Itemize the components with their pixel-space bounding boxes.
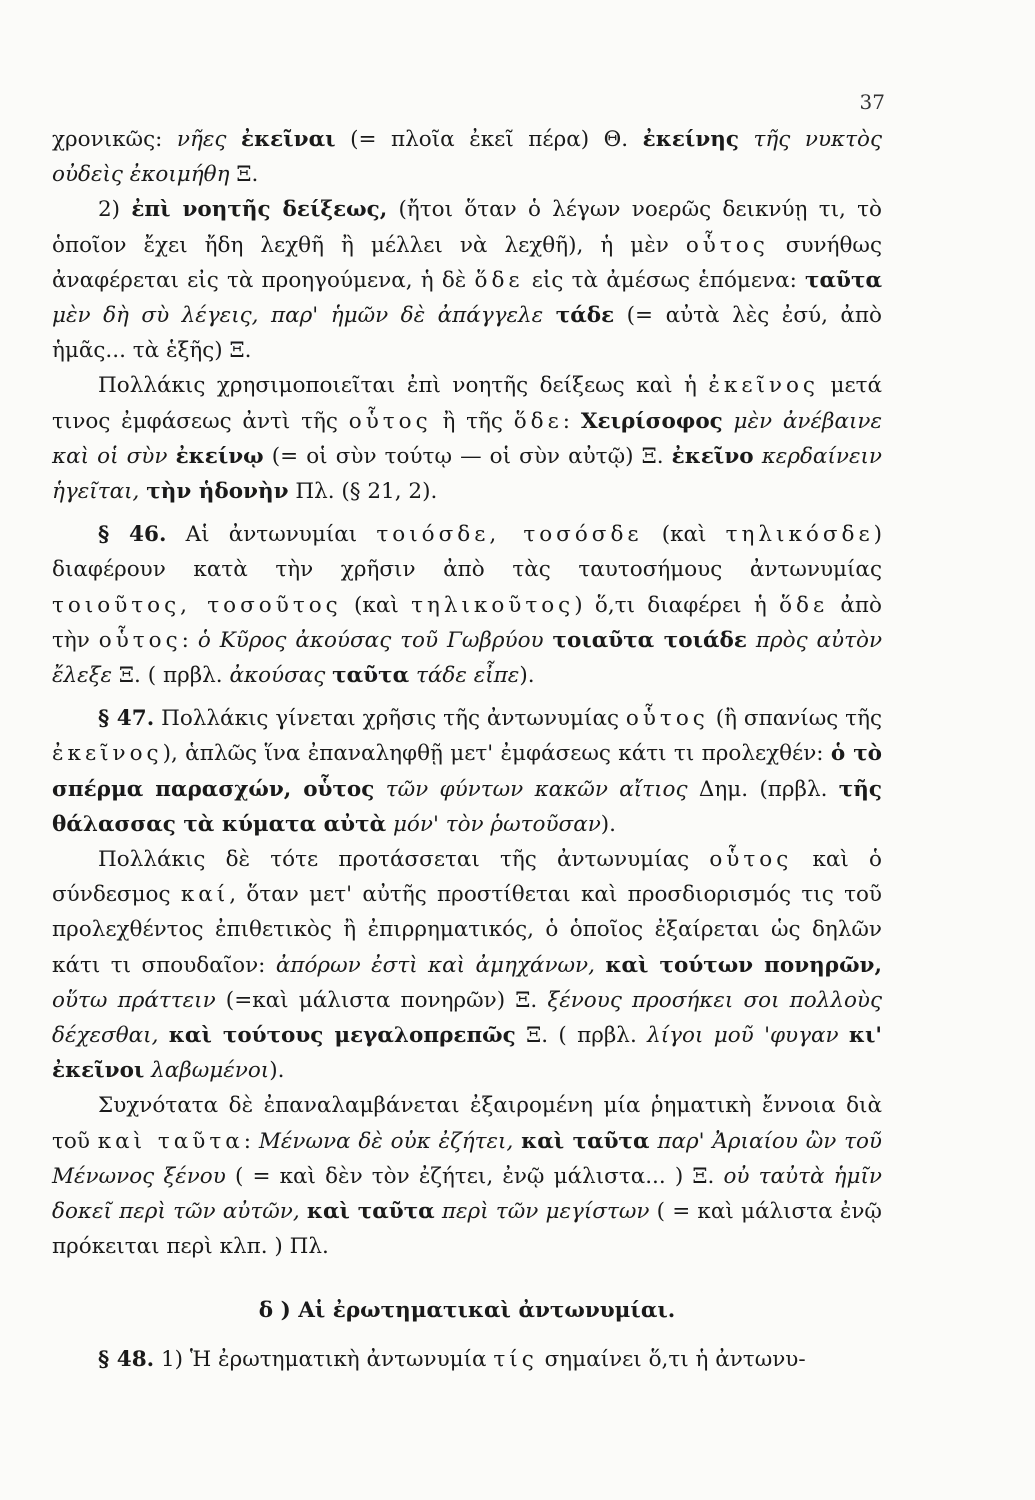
text-run: Πλ. (§ 21, 2). [288,479,438,505]
bold-example: καὶ τούτων πονηρῶν, [605,952,882,978]
text-run: ) ὅ,τι διαφέρει ἡ [574,592,780,618]
text-run: Ξ. [229,162,259,188]
paragraph [52,192,882,368]
text-run: : [181,627,198,653]
bold-example: ταῦτα [332,663,410,689]
spaced-term: οὗτος [625,706,709,732]
text-run: (= αὐτὰ λὲς ἐσύ, ἀπὸ ἡμᾶς... τὰ ἑξῆς) Ξ. [52,303,882,364]
italic-quote: κερδαίνειν ἡγεῖται, [52,443,882,505]
italic-quote: Μένωνα δὲ οὐκ ἐζήτει, [258,1128,514,1154]
spaced-term: τοιοῦτος, τοσοῦτος [52,592,342,618]
spaced-term: οὗτος [709,847,793,873]
bold-example: ἐκείνης [642,127,739,152]
paragraph [52,122,882,192]
section-number: § 48. [98,1346,155,1372]
bold-example: ὁ τὸ σπέρμα παρασχών, οὗτος [52,741,883,802]
italic-quote: οὐ ταὐτὰ ἡμῖν δοκεῖ περὶ τῶν αὐτῶν, [52,1163,882,1225]
spaced-term: ὅδε [474,267,524,293]
bold-example: τοιαῦτα τοιάδε [552,627,747,653]
spaced-term: ἐκεῖνος [708,373,819,399]
text-run [158,1023,168,1048]
text-run: (=καὶ μάλιστα πονηρῶν) Ξ. [215,987,548,1013]
italic-quote: περὶ τῶν μεγίστων [434,1199,650,1225]
text-run: ( = καὶ μάλιστα ἐνῷ πρόκειται περὶ κλπ. ) Πλ. [52,1199,882,1260]
text-run: Πολλάκις χρησιμοποιεῖται ἐπὶ νοητῆς δείξεως καὶ ἡ [98,373,709,399]
text-run: συνήθως ἀναφέρεται εἰς τὰ προηγούμενα, ἡ δὲ [52,232,882,293]
text-run: ) διαφέρουν κατὰ τὴν χρῆσιν ἀπὸ τὰς ταυτοσήμους ἀντωνυμίας [52,522,883,583]
paragraph-48 [52,1342,882,1377]
bold-example: καὶ τούτους μεγαλοπρεπῶς [168,1023,516,1049]
text-run [226,127,241,152]
bold-example: ταῦτα [805,267,882,293]
text-run: χρονικῶς: [52,127,177,152]
text-run: (καὶ [642,522,726,548]
text-run [543,303,556,328]
page-body [52,122,882,1377]
section-heading: δ ) Αἱ ἐρωτηματικαὶ ἀντωνυμίαι. [258,1297,676,1323]
italic-quote: πρὸς αὐτὸν ἔλεξε [52,627,883,689]
text-run: Πολλάκις γίνεται χρῆσις τῆς ἀντωνυμίας [154,706,626,732]
italic-quote: τάδε εἶπε [409,663,520,689]
italic-quote: λαβωμένοι [144,1058,270,1084]
spaced-term: ὅδε [513,408,563,434]
italic-quote: μόν' τὸν ῥωτοῦσαν [386,811,601,837]
text-run: ). [600,811,617,837]
text-run: ), ἁπλῶς ἵνα ἐπαναληφθῇ μετ' ἐμφάσεως κάτι τι προλεχθέν: [162,741,831,767]
section-number: § 47. [98,706,155,732]
bold-example: τὴν ἡδονὴν [146,479,289,505]
section-number: § 46. [98,522,167,548]
spaced-term: οὗτος [685,232,769,258]
text-run [544,628,553,653]
paragraph [52,517,882,693]
italic-quote: ξένους προσήκει σοι πολλοὺς δέχεσθαι, [52,987,883,1049]
italic-quote: νῆες [176,127,227,152]
text-run [513,1129,521,1154]
text-run: Αἱ ἀντωνυμίαι [166,522,377,548]
paragraph [52,1088,882,1264]
text-run: Πολλάκις δὲ τότε προτάσσεται τῆς ἀντωνυμίας [98,847,710,873]
bold-example: ἐκεῖνο [671,443,754,469]
text-run: (ἢ σπανίως τῆς [708,706,882,732]
text-run: ἀπὸ τὴν [52,592,882,653]
text-run [595,953,605,978]
italic-quote: λίγοι μοῦ 'φυγαν [647,1023,839,1049]
text-run: ( = καὶ δὲν τὸν ἐζήτει, ἐνῷ μάλιστα... ) Ξ. [225,1163,724,1189]
spaced-term: ἐκεῖνος [52,741,163,767]
spaced-term: καί [180,882,230,908]
paragraphs [52,122,882,1265]
text-run: Ξ. ( πρβλ. [112,663,230,689]
text-run [300,1199,307,1224]
page-number: 37 [859,90,885,114]
text-run: (ἤτοι ὅταν ὁ λέγων νοερῶς δεικνύῃ τι, τὸ ὁποῖον ἔχει ἤδη λεχθῆ ἢ μέλλει νὰ λεχθῆ), ἡ μὲν [52,197,882,258]
paragraph [52,368,882,509]
paragraph [52,701,882,842]
spaced-term: καὶ ταῦτα [97,1128,244,1154]
italic-quote: ἀπόρων ἐστὶ καὶ ἀμηχάνων, [275,952,595,978]
text-run: : [562,408,581,434]
text-run [167,444,175,469]
text-run: σημαίνει ὅ,τι ἡ ἀντωνυ- [537,1346,806,1372]
text-run: εἰς τὰ ἀμέσως ἑπόμενα: [523,267,806,293]
text-run: (= οἱ σὺν τούτῳ — οἱ σὺν αὐτῷ) Ξ. [263,443,672,469]
text-run: ἢ τῆς [431,408,514,434]
spaced-term: τίς [493,1346,538,1372]
italic-quote: τῆς νυκτὸς οὐδεὶς ἐκοιμήθη [52,127,882,188]
text-run: 2) [98,197,132,223]
italic-quote: μὲν ἀνέβαινε καὶ οἱ σὺν [52,408,883,469]
text-run: Συχνότατα δὲ ἐπαναλαμβάνεται ἐξαιρομένη μία ῥηματικὴ ἔννοια διὰ τοῦ [52,1093,882,1154]
text-run: ). [269,1058,285,1084]
italic-quote: παρ' Ἀριαίου ὢν τοῦ Μένωνος ξένου [52,1128,882,1189]
spaced-term: οὗτος [348,408,432,434]
text-run: : [243,1128,259,1154]
paragraph [52,842,882,1088]
text-run: ). [519,663,535,689]
bold-example: ἐκεῖναι [241,127,336,152]
text-run: 1) Ἡ ἐρωτηματικὴ ἀντωνυμία [154,1346,494,1372]
italic-quote: τῶν φύντων κακῶν αἴτιος [374,776,688,802]
italic-quote: μὲν δὴ σὺ λέγεις, παρ' ἡμῶν δὲ ἀπάγγελε [52,303,544,329]
spaced-term: τηλικόσδε [725,522,874,548]
text-run [839,1023,849,1048]
bold-example: Χειρίσοφος [580,408,723,434]
bold-example: τῆς θάλασσας τὰ κύματα αὐτὰ [52,776,882,837]
bold-example: τάδε [555,303,615,329]
text-run: (καὶ [341,592,412,618]
italic-quote: ὁ Κῦρος ἀκούσας τοῦ Γωβρύου [197,627,544,653]
italic-quote: οὕτω πράττειν [52,987,216,1013]
spaced-term: ὅδε [779,592,829,618]
bold-example: ἐκείνῳ [175,443,264,469]
text-run: (= πλοῖα ἐκεῖ πέρα) Θ. [335,127,643,152]
spaced-term: τηλικοῦτος [411,592,575,618]
bold-example: ἐπὶ νοητῆς δείξεως, [131,197,388,223]
text-run: Ξ. ( πρβλ. [515,1023,648,1049]
bold-example: κι' ἐκεῖνοι [52,1023,882,1084]
text-run: , ὅταν μετ' αὐτῆς προστίθεται καὶ προσδιορισμός τις τοῦ προλεχθέντος ἐπιθετικὸς ἢ ἐπιρρηματικός, ὁ ὁποῖος ἐξαίρεται ὡς δηλῶν κάτι τι σπουδαῖον: [52,882,882,978]
bold-example: καὶ ταῦτα [521,1128,650,1154]
text-run: μετά τινος ἐμφάσεως ἀντὶ τῆς [52,373,882,434]
text-run: καὶ ὁ σύνδεσμος [52,847,882,908]
text-run: Δημ. (πρβλ. [687,776,839,802]
italic-quote: ἀκούσας [229,663,326,689]
spaced-term: οὗτος [98,627,182,653]
bold-example: καὶ ταῦτα [306,1199,435,1225]
spaced-term: τοιόσδε, τοσόσδε [376,522,643,548]
